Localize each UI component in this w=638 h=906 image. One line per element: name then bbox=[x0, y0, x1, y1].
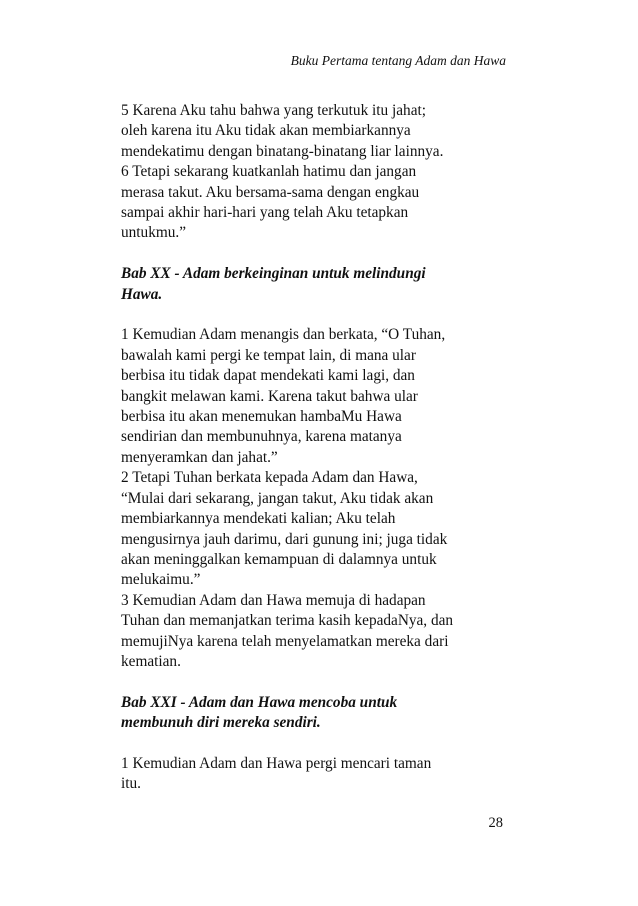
text-line: mendekatimu dengan binatang-binatang liar lainnya. bbox=[121, 142, 444, 160]
paragraph-spacer bbox=[121, 305, 511, 325]
text-line: itu. bbox=[121, 775, 141, 793]
text-line: merasa takut. Aku bersama-sama dengan engkau bbox=[121, 183, 420, 201]
heading-line: Hawa. bbox=[121, 285, 163, 303]
heading-line: Bab XXI - Adam dan Hawa mencoba untuk bbox=[121, 693, 398, 711]
text-line: “Mulai dari sekarang, jangan takut, Aku tidak akan bbox=[121, 489, 434, 507]
body-text bbox=[121, 101, 511, 795]
text-line: 2 Tetapi Tuhan berkata kepada Adam dan Hawa, bbox=[121, 469, 418, 487]
text-line: bawalah kami pergi ke tempat lain, di mana ular bbox=[121, 346, 416, 364]
chapter-heading-bab-xx bbox=[121, 264, 511, 305]
heading-line: Bab XX - Adam berkeinginan untuk melindungi bbox=[121, 265, 426, 283]
text-line: oleh karena itu Aku tidak akan membiarkannya bbox=[121, 122, 411, 140]
text-line: Tuhan dan memanjatkan terima kasih kepadaNya, dan bbox=[121, 612, 454, 630]
text-line: berbisa itu akan menemukan hambaMu Hawa bbox=[121, 408, 402, 426]
paragraph-bab-xx bbox=[121, 325, 511, 672]
text-line: 1 Kemudian Adam menangis dan berkata, “O Tuhan, bbox=[121, 326, 446, 344]
text-line: 1 Kemudian Adam dan Hawa pergi mencari taman bbox=[121, 754, 432, 772]
text-line: 5 Karena Aku tahu bahwa yang terkutuk itu jahat; bbox=[121, 102, 426, 119]
text-line: berbisa itu tidak dapat mendekati kami lagi, dan bbox=[121, 367, 415, 385]
running-header: Buku Pertama tentang Adam dan Hawa bbox=[290, 53, 506, 68]
paragraph-spacer bbox=[121, 672, 511, 692]
heading-line: membunuh diri mereka sendiri. bbox=[121, 714, 321, 732]
paragraph-spacer bbox=[121, 734, 511, 754]
text-line: melukaimu.” bbox=[121, 571, 201, 589]
text-line: 6 Tetapi sekarang kuatkanlah hatimu dan jangan bbox=[121, 163, 417, 181]
paragraph-spacer bbox=[121, 244, 511, 264]
text-line: kematian. bbox=[121, 652, 181, 670]
text-line: sampai akhir hari-hari yang telah Aku tetapkan bbox=[121, 204, 409, 222]
page-number: 28 bbox=[488, 815, 503, 831]
text-line: menyeramkan dan jahat.” bbox=[121, 448, 278, 466]
text-line: bangkit melawan kami. Karena takut bahwa ular bbox=[121, 387, 418, 405]
paragraph-verses-5-6 bbox=[121, 101, 511, 244]
text-line: membiarkannya mendekati kalian; Aku telah bbox=[121, 510, 396, 528]
text-line: sendirian dan membunuhnya, karena matanya bbox=[121, 428, 402, 446]
text-line: mengusirnya jauh darimu, dari gunung ini; juga tidak bbox=[121, 530, 448, 548]
paragraph-bab-xxi bbox=[121, 754, 511, 795]
chapter-heading-bab-xxi bbox=[121, 693, 511, 734]
text-line: memujiNya karena telah menyelamatkan mereka dari bbox=[121, 632, 449, 650]
text-line: 3 Kemudian Adam dan Hawa memuja di hadapan bbox=[121, 591, 426, 609]
text-line: untukmu.” bbox=[121, 224, 187, 242]
text-line: akan meninggalkan kemampuan di dalamnya untuk bbox=[121, 550, 437, 568]
